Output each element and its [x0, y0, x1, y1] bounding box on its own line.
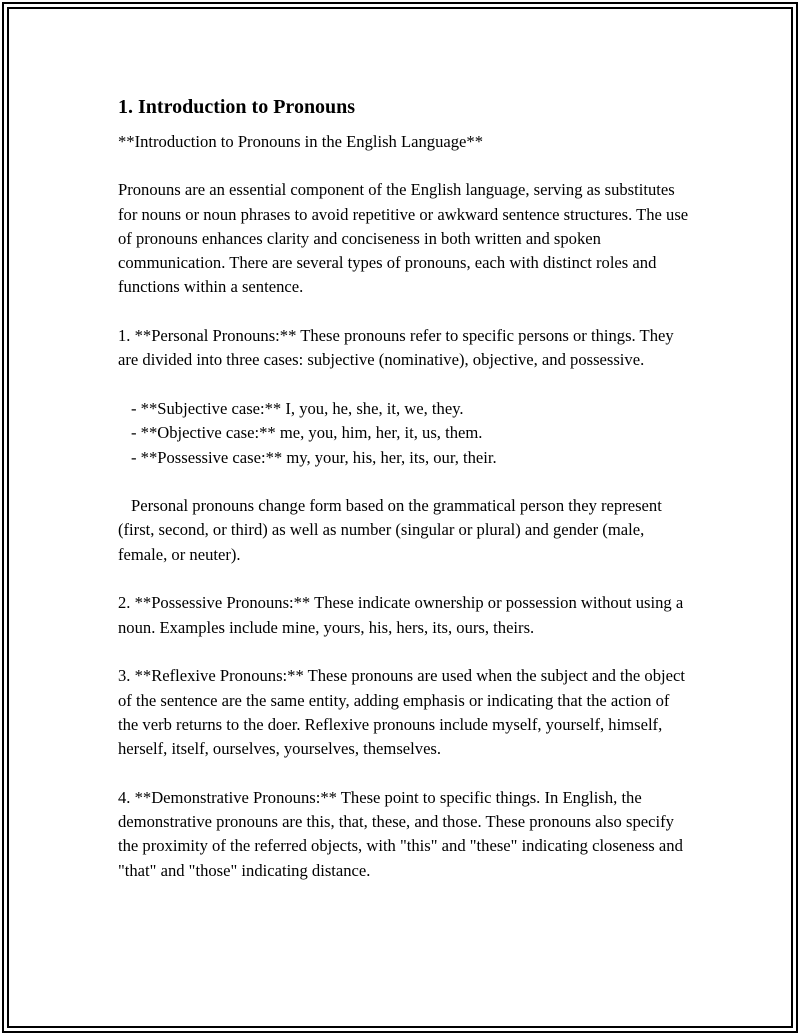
- document-subtitle: **Introduction to Pronouns in the English Language**: [118, 132, 484, 151]
- possessive-case-item: - **Possessive case:** my, your, his, her, its, our, their.: [131, 447, 497, 467]
- demonstrative-pronouns-paragraph: 4. **Demonstrative Pronouns:** These point to specific things. In English, the demonstrative pronouns are this, that, these, and those. These pronouns also specify the proximity of the referred objects, with "this" and "these" indicating closeness and "that" and "those" indicating distance.: [118, 787, 683, 880]
- objective-case-item: - **Objective case:** me, you, him, her, it, us, them.: [131, 423, 483, 443]
- section-heading: 1. Introduction to Pronouns: [118, 96, 356, 118]
- possessive-pronouns-paragraph: 2. **Possessive Pronouns:** These indicate ownership or possession without using a noun. Examples include mine, yours, his, hers, its, ours, theirs.: [118, 593, 684, 637]
- intro-paragraph: Pronouns are an essential component of the English language, serving as substitutes for nouns or noun phrases to avoid repetitive or awkward sentence structures. The use of pronouns enhances clarity and conciseness in both written and spoken communication. There are several types of pronouns, each with distinct roles and functions within a sentence.: [118, 180, 689, 297]
- document-body: [118, 94, 690, 907]
- reflexive-pronouns-paragraph: 3. **Reflexive Pronouns:** These pronouns are used when the subject and the object of the sentence are the same entity, adding emphasis or indicating that the action of the verb returns to the doer. Reflexive pronouns include myself, yourself, himself, herself, itself, ourselves, yourselves, themselves.: [118, 666, 685, 759]
- personal-pronouns-note: Personal pronouns change form based on the grammatical person they represent (first, second, or third) as well as number (singular or plural) and gender (male, female, or neuter).: [118, 496, 662, 564]
- personal-pronouns-paragraph: 1. **Personal Pronouns:** These pronouns refer to specific persons or things. They are divided into three cases: subjective (nominative), objective, and possessive.: [118, 326, 674, 370]
- pronoun-cases-list: [118, 397, 690, 470]
- subjective-case-item: - **Subjective case:** I, you, he, she, it, we, they.: [131, 398, 464, 418]
